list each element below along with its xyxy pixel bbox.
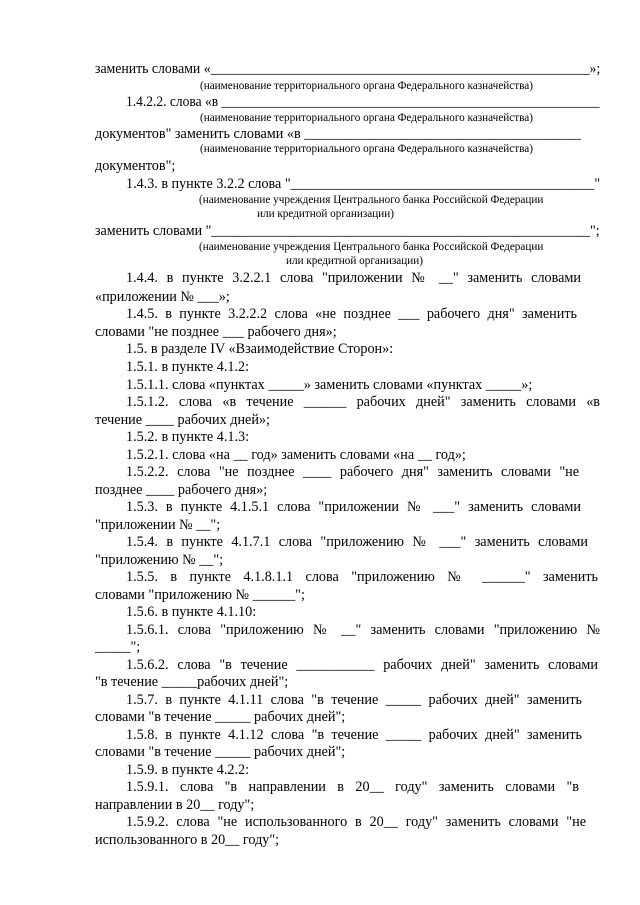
text-line: 1.5.9. в пункте 4.2.2: xyxy=(126,762,250,778)
text-line: словами "в течение _____ рабочих дней"; xyxy=(95,744,346,760)
caption-line: или кредитной организации) xyxy=(286,255,423,267)
text-line: «приложении № ___»; xyxy=(95,289,230,305)
text-line: словами "не позднее ___ рабочего дня»; xyxy=(95,324,337,340)
text-line: 1.5.1. в пункте 4.1.2: xyxy=(126,359,250,375)
text-line: словами "приложению № ______"; xyxy=(95,587,305,603)
text-line: направлении в 20__ году"; xyxy=(95,797,255,813)
text-line: 1.5.6.2. слова "в течение ___________ рабочих дней" заменить словами xyxy=(126,657,598,673)
text-line: 1.4.4. в пункте 3.2.2.1 слова "приложении № __" заменить словами xyxy=(126,270,581,286)
text-line: 1.5.8. в пункте 4.1.12 слова "в течение _____ рабочих дней" заменить xyxy=(126,727,582,743)
text-line: заменить словами "______________________________________________________"; xyxy=(95,223,600,239)
text-line: "приложению № __"; xyxy=(95,552,224,568)
text-line: течение ____ рабочих дней»; xyxy=(95,412,270,428)
text-line: 1.5.6.1. слова "приложению № __" заменить словами "приложению № xyxy=(126,622,600,638)
text-line: _____"; xyxy=(95,639,141,655)
text-line: 1.5.4. в пункте 4.1.7.1 слова "приложению № ___" заменить словами xyxy=(126,534,588,550)
text-line: 1.5.9.2. слова "не использованного в 20__ году" заменить словами "не xyxy=(126,814,586,830)
text-line: документов"; xyxy=(95,158,176,174)
text-line: 1.5.1.2. слова «в течение ______ рабочих дней" заменить словами «в xyxy=(126,394,600,410)
text-line: 1.5.5. в пункте 4.1.8.1.1 слова "приложению № ______" заменить xyxy=(126,569,598,585)
text-line: 1.5.6. в пункте 4.1.10: xyxy=(126,604,257,620)
text-line: 1.5.9.1. слова "в направлении в 20__ году" заменить словами "в xyxy=(126,779,579,795)
text-line: 1.4.3. в пункте 3.2.2 слова "___________________________________________" xyxy=(126,176,601,192)
text-line: 1.5.2.1. слова «на __ год» заменить словами «на __ год»; xyxy=(126,447,466,463)
text-line: 1.5.3. в пункте 4.1.5.1 слова "приложении № ___" заменить словами xyxy=(126,499,581,515)
text-line: 1.5.2.2. слова "не позднее ____ рабочего дня" заменить словами "не xyxy=(126,464,579,480)
text-line: словами "в течение _____ рабочих дней"; xyxy=(95,709,346,725)
text-line: "в течение _____рабочих дней"; xyxy=(95,674,289,690)
caption-line: (наименование учреждения Центрального банка Российской Федерации xyxy=(199,194,544,206)
text-line: "приложении № __"; xyxy=(95,517,221,533)
text-line: 1.4.5. в пункте 3.2.2.2 слова «не позднее ___ рабочего дня" заменить xyxy=(126,306,577,322)
text-line: позднее ____ рабочего дня»; xyxy=(95,482,268,498)
caption-line: (наименование территориального органа Федерального казначейства) xyxy=(200,112,533,124)
caption-line: (наименование учреждения Центрального банка Российской Федерации xyxy=(199,241,544,253)
text-line: использованного в 20__ году"; xyxy=(95,832,280,848)
text-line: 1.5.1.1. слова «пунктах _____» заменить словами «пунктах _____»; xyxy=(126,377,533,393)
text-line: документов" заменить словами «в _______________________________________ xyxy=(95,126,581,142)
caption-line: (наименование территориального органа Федерального казначейства) xyxy=(200,143,533,155)
text-line: 1.5.2. в пункте 4.1.3: xyxy=(126,429,250,445)
text-line: заменить словами «_______________________________________________________»; xyxy=(95,61,601,77)
text-line: 1.4.2.2. слова «в ________________________________________________________ xyxy=(126,94,600,110)
text-line: 1.5. в разделе IV «Взаимодействие Сторон»: xyxy=(126,341,394,357)
caption-line: или кредитной организации) xyxy=(257,208,394,220)
caption-line: (наименование территориального органа Федерального казначейства) xyxy=(200,80,533,92)
text-line: 1.5.7. в пункте 4.1.11 слова "в течение _____ рабочих дней" заменить xyxy=(126,692,582,708)
